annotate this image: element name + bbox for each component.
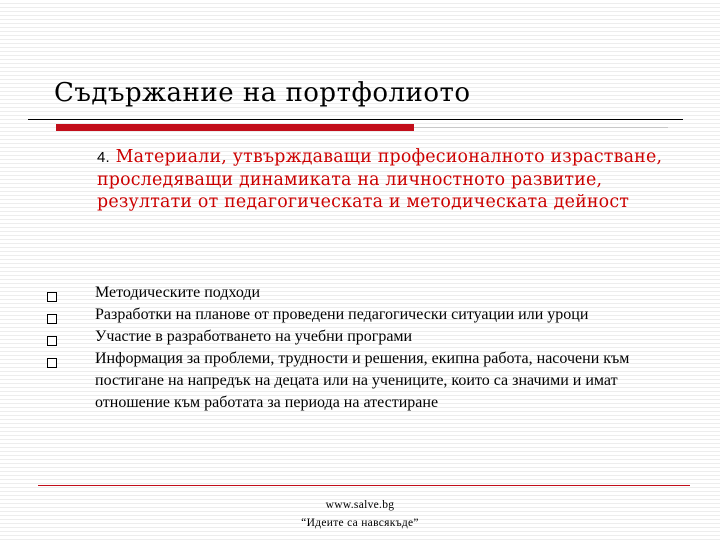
bullet-text: Методическите подходи bbox=[95, 284, 261, 301]
bullet-text: Разработки на планове от проведени педагогически ситуации или уроци bbox=[95, 306, 589, 323]
bullet-item bbox=[0, 326, 720, 348]
footer-tagline: “Идеите са навсякъде” bbox=[301, 517, 419, 529]
section-number: 4. bbox=[97, 149, 110, 166]
title-divider bbox=[28, 119, 683, 120]
footer-divider bbox=[38, 485, 690, 486]
footer-website: www.salve.bg bbox=[325, 499, 395, 511]
section-subheading bbox=[97, 146, 682, 213]
bullet-item bbox=[0, 348, 720, 414]
square-bullet-icon bbox=[47, 292, 57, 302]
title-accent-bar bbox=[56, 124, 414, 131]
section-subheading-text: Материали, утвърждаващи професионалното израстване, проследяващи динамиката на личностното развитие, резултати от педагогическата и методическата дейност bbox=[97, 147, 663, 212]
square-bullet-icon bbox=[47, 336, 57, 346]
square-bullet-icon bbox=[47, 314, 57, 324]
footer bbox=[260, 496, 460, 532]
title-divider-secondary bbox=[414, 127, 668, 128]
bullet-text: Информация за проблеми, трудности и решения, екипна работа, насочени към постигане на напредък на децата или на учениците, които са значими и имат отношение към работата за периода на атестиране bbox=[95, 350, 630, 411]
bullet-item bbox=[0, 304, 720, 326]
square-bullet-icon bbox=[47, 358, 57, 368]
slide-title: Съдържание на портфолиото bbox=[54, 78, 471, 108]
bullet-item bbox=[0, 282, 720, 304]
bullet-list bbox=[0, 282, 720, 414]
bullet-text: Участие в разработването на учебни програми bbox=[95, 328, 413, 345]
